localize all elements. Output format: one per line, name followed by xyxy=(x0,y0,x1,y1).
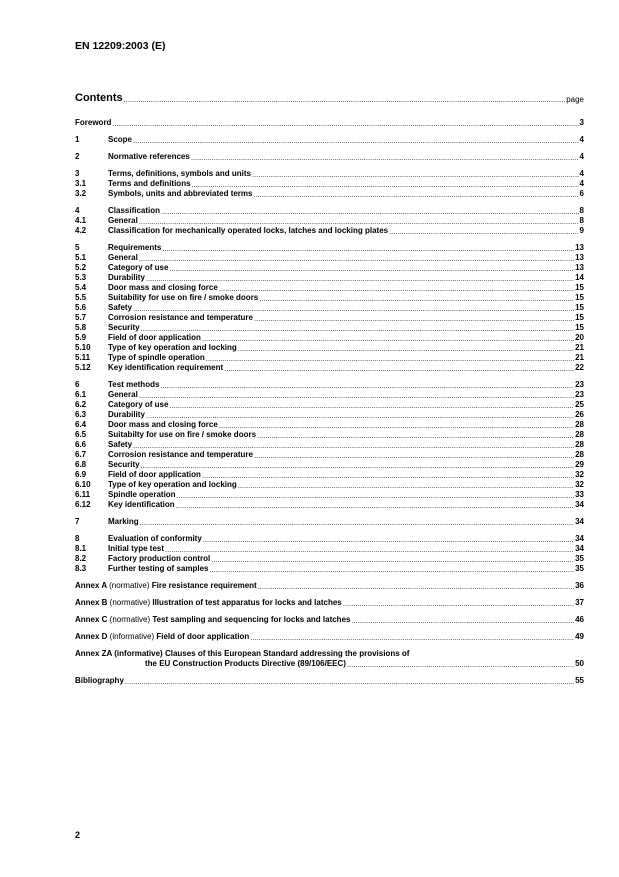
toc-entry-title: Annex ZA (informative) Clauses of this European Standard addressing the provisions of xyxy=(75,649,410,658)
toc-entry[interactable] xyxy=(75,490,584,500)
toc-entry[interactable] xyxy=(75,400,584,410)
toc-entry[interactable] xyxy=(75,226,584,236)
toc-entry-number: 3.2 xyxy=(75,189,87,198)
leader-dots xyxy=(343,600,574,608)
group-spacer xyxy=(75,145,584,152)
toc-entry-page: 28 xyxy=(575,440,584,449)
toc-entry-number: 6.12 xyxy=(75,500,91,509)
toc-entry[interactable] xyxy=(75,293,584,303)
group-spacer xyxy=(75,669,584,676)
toc-entry-title: Terms, definitions, symbols and units xyxy=(108,169,251,178)
toc-entry[interactable] xyxy=(75,598,584,608)
leader-dots xyxy=(139,218,579,226)
toc-entry-title: Type of key operation and locking xyxy=(108,480,237,489)
leader-dots xyxy=(146,275,574,283)
toc-entry-title: Key identification requirement xyxy=(108,363,224,372)
toc-entry-number: 5.12 xyxy=(75,363,91,372)
toc-entry-page: 34 xyxy=(575,544,584,553)
toc-entry[interactable] xyxy=(75,189,584,199)
toc-entry-page: 8 xyxy=(579,206,584,215)
toc-entry-title: Annex C (normative) Test sampling and sequencing for locks and latches xyxy=(75,615,351,624)
toc-entry[interactable] xyxy=(75,460,584,470)
leader-dots xyxy=(124,96,566,104)
toc-entry-number: 6.4 xyxy=(75,420,87,429)
toc-entry-page: 23 xyxy=(575,390,584,399)
table-of-contents xyxy=(75,118,584,686)
toc-entry-title: Field of door application xyxy=(108,470,201,479)
toc-entry-title: Annex B (normative) Illustration of test apparatus for locks and latches xyxy=(75,598,342,607)
toc-entry-page: 4 xyxy=(579,152,584,161)
toc-entry-title: Scope xyxy=(108,135,133,144)
toc-entry[interactable] xyxy=(75,659,584,669)
toc-entry[interactable] xyxy=(75,273,584,283)
toc-entry[interactable] xyxy=(75,263,584,273)
toc-entry-number: 5.3 xyxy=(75,273,87,282)
toc-entry-page: 50 xyxy=(575,659,584,668)
toc-entry-title: Type of spindle operation xyxy=(108,353,205,362)
toc-entry-page: 28 xyxy=(575,420,584,429)
leader-dots xyxy=(209,566,574,574)
toc-entry-page: 35 xyxy=(575,554,584,563)
toc-entry[interactable] xyxy=(75,615,584,625)
toc-entry-number: 4.2 xyxy=(75,226,87,235)
toc-entry-number: 5.10 xyxy=(75,343,91,352)
leader-dots xyxy=(203,536,574,544)
toc-entry[interactable] xyxy=(75,500,584,510)
toc-entry-number: 5.8 xyxy=(75,323,87,332)
toc-entry-title: Evaluation of conformity xyxy=(108,534,202,543)
toc-entry-number: 8.2 xyxy=(75,554,87,563)
toc-entry-title: Security xyxy=(108,460,140,469)
group-spacer xyxy=(75,236,584,243)
toc-entry-title: Bibliography xyxy=(75,676,124,685)
toc-entry-number: 6.7 xyxy=(75,450,87,459)
toc-entry-number: 6.6 xyxy=(75,440,87,449)
toc-entry[interactable] xyxy=(75,323,584,333)
toc-entry[interactable] xyxy=(75,430,584,440)
toc-entry-page: 14 xyxy=(575,273,584,282)
leader-dots xyxy=(161,208,579,216)
leader-dots xyxy=(112,120,578,128)
toc-entry-page: 29 xyxy=(575,460,584,469)
toc-entry[interactable] xyxy=(75,632,584,642)
toc-entry-number: 6.9 xyxy=(75,470,87,479)
toc-entry-title: Test methods xyxy=(108,380,160,389)
group-spacer xyxy=(75,510,584,517)
toc-entry-number: 4.1 xyxy=(75,216,87,225)
toc-entry-title: General xyxy=(108,216,138,225)
toc-entry[interactable] xyxy=(75,544,584,554)
toc-entry-title: Type of key operation and locking xyxy=(108,343,237,352)
toc-entry-page: 37 xyxy=(575,598,584,607)
toc-entry-title: Symbols, units and abbreviated terms xyxy=(108,189,253,198)
toc-entry[interactable] xyxy=(75,564,584,574)
toc-entry[interactable] xyxy=(75,390,584,400)
leader-dots xyxy=(165,546,574,554)
annex-kind: (normative) xyxy=(109,615,151,624)
contents-heading xyxy=(75,90,584,104)
toc-entry-title: Terms and definitions xyxy=(108,179,191,188)
toc-entry-number: 6.5 xyxy=(75,430,87,439)
toc-entry[interactable] xyxy=(75,313,584,323)
toc-entry-page: 28 xyxy=(575,430,584,439)
document-header: EN 12209:2003 (E) xyxy=(75,40,166,52)
leader-dots xyxy=(252,171,579,179)
toc-entry-page: 15 xyxy=(575,283,584,292)
toc-entry-number: 5.4 xyxy=(75,283,87,292)
leader-dots xyxy=(202,335,574,343)
toc-entry-title: Durability xyxy=(108,273,145,282)
toc-entry-page: 25 xyxy=(575,400,584,409)
toc-entry-title: Category of use xyxy=(108,400,169,409)
leader-dots xyxy=(258,583,574,591)
toc-entry[interactable] xyxy=(75,135,584,145)
group-spacer xyxy=(75,574,584,581)
leader-dots xyxy=(250,634,574,642)
leader-dots xyxy=(141,462,575,470)
group-spacer xyxy=(75,373,584,380)
toc-entry-line[interactable] xyxy=(75,649,584,659)
toc-entry-title-cont: the EU Construction Products Directive (89/106/EEC) xyxy=(145,659,346,668)
group-spacer xyxy=(75,199,584,206)
group-spacer xyxy=(75,625,584,632)
toc-entry-page: 49 xyxy=(575,632,584,641)
leader-dots xyxy=(146,412,574,420)
toc-entry-title: Key identification xyxy=(108,500,175,509)
toc-entry-title: Corrosion resistance and temperature xyxy=(108,313,253,322)
toc-entry-title: Spindle operation xyxy=(108,490,176,499)
toc-entry-page: 35 xyxy=(575,564,584,573)
toc-entry-page: 6 xyxy=(579,189,584,198)
toc-entry-title: Foreword xyxy=(75,118,112,127)
toc-entry-title: General xyxy=(108,253,138,262)
toc-entry-title: Marking xyxy=(108,517,139,526)
group-spacer xyxy=(75,162,584,169)
toc-entry[interactable] xyxy=(75,353,584,363)
toc-entry[interactable] xyxy=(75,470,584,480)
toc-entry-page: 34 xyxy=(575,534,584,543)
toc-entry-title: Field of door application xyxy=(108,333,201,342)
toc-entry-page: 28 xyxy=(575,450,584,459)
toc-entry-number: 1 xyxy=(75,135,80,144)
toc-entry[interactable] xyxy=(75,118,584,128)
toc-entry-title: Annex A (normative) Fire resistance requirement xyxy=(75,581,257,590)
leader-dots xyxy=(139,392,574,400)
leader-dots xyxy=(191,154,579,162)
leader-dots xyxy=(257,432,574,440)
toc-entry-title: Suitabilty for use on fire / smoke doors xyxy=(108,430,257,439)
group-spacer xyxy=(75,591,584,598)
toc-entry-title: Initial type test xyxy=(108,544,165,553)
toc-entry-page: 9 xyxy=(579,226,584,235)
toc-entry[interactable] xyxy=(75,480,584,490)
toc-entry-page: 32 xyxy=(575,480,584,489)
toc-entry[interactable] xyxy=(75,410,584,420)
leader-dots xyxy=(169,402,574,410)
toc-entry-title: Corrosion resistance and temperature xyxy=(108,450,253,459)
toc-entry-page: 8 xyxy=(579,216,584,225)
toc-entry-page: 3 xyxy=(579,118,584,127)
toc-entry-number: 8.3 xyxy=(75,564,87,573)
leader-dots xyxy=(351,617,574,625)
toc-entry[interactable] xyxy=(75,450,584,460)
toc-entry-title: Door mass and closing force xyxy=(108,283,218,292)
leader-dots xyxy=(202,472,574,480)
leader-dots xyxy=(347,661,574,669)
toc-entry-title: Durability xyxy=(108,410,145,419)
toc-entry-number: 6 xyxy=(75,380,80,389)
leader-dots xyxy=(141,325,575,333)
toc-entry-page: 46 xyxy=(575,615,584,624)
toc-entry-page: 4 xyxy=(579,179,584,188)
page-column-label: page xyxy=(566,95,584,104)
leader-dots xyxy=(133,305,574,313)
toc-entry-page: 26 xyxy=(575,410,584,419)
toc-entry[interactable] xyxy=(75,243,584,253)
toc-entry-title: Classification xyxy=(108,206,161,215)
toc-entry-title: Category of use xyxy=(108,263,169,272)
toc-entry-page: 34 xyxy=(575,517,584,526)
leader-dots xyxy=(176,502,574,510)
toc-entry[interactable] xyxy=(75,380,584,390)
leader-dots xyxy=(259,295,574,303)
toc-entry-page: 4 xyxy=(579,135,584,144)
toc-entry-number: 6.11 xyxy=(75,490,91,499)
toc-entry-page: 15 xyxy=(575,313,584,322)
toc-entry-title: Normative references xyxy=(108,152,190,161)
toc-entry-page: 22 xyxy=(575,363,584,372)
toc-entry-number: 5.11 xyxy=(75,353,91,362)
leader-dots xyxy=(139,255,574,263)
toc-entry-page: 55 xyxy=(575,676,584,685)
leader-dots xyxy=(211,556,574,564)
leader-dots xyxy=(169,265,574,273)
toc-entry-number: 2 xyxy=(75,152,80,161)
toc-entry-number: 3.1 xyxy=(75,179,87,188)
leader-dots xyxy=(160,382,574,390)
annex-kind: (normative) xyxy=(109,598,151,607)
toc-entry-page: 4 xyxy=(579,169,584,178)
toc-entry-number: 5.1 xyxy=(75,253,87,262)
toc-entry-page: 21 xyxy=(575,343,584,352)
group-spacer xyxy=(75,608,584,615)
leader-dots xyxy=(133,137,579,145)
toc-entry-page: 36 xyxy=(575,581,584,590)
toc-entry-title: General xyxy=(108,390,138,399)
toc-entry[interactable] xyxy=(75,206,584,216)
leader-dots xyxy=(206,355,574,363)
leader-dots xyxy=(389,228,578,236)
toc-entry[interactable] xyxy=(75,581,584,591)
leader-dots xyxy=(224,365,574,373)
group-spacer xyxy=(75,128,584,135)
toc-entry-page: 32 xyxy=(575,470,584,479)
page-number: 2 xyxy=(75,830,81,840)
annex-kind: (normative) xyxy=(109,581,150,590)
toc-entry-page: 13 xyxy=(575,253,584,262)
toc-entry-number: 5.7 xyxy=(75,313,87,322)
leader-dots xyxy=(177,492,575,500)
toc-entry[interactable] xyxy=(75,420,584,430)
leader-dots xyxy=(254,452,574,460)
toc-entry-page: 34 xyxy=(575,500,584,509)
toc-entry-number: 8.1 xyxy=(75,544,87,553)
toc-entry-title: Annex D (informative) Field of door application xyxy=(75,632,250,641)
toc-entry[interactable] xyxy=(75,363,584,373)
leader-dots xyxy=(238,345,574,353)
toc-entry[interactable] xyxy=(75,152,584,162)
toc-entry-number: 6.2 xyxy=(75,400,87,409)
toc-entry-title: Further testing of samples xyxy=(108,564,209,573)
toc-entry-number: 6.3 xyxy=(75,410,87,419)
toc-entry-title: Classification for mechanically operated locks, latches and locking plates xyxy=(108,226,389,235)
toc-entry-number: 7 xyxy=(75,517,80,526)
toc-entry-title: Requirements xyxy=(108,243,162,252)
leader-dots xyxy=(140,519,574,527)
toc-entry-number: 3 xyxy=(75,169,80,178)
toc-entry[interactable] xyxy=(75,303,584,313)
group-spacer xyxy=(75,642,584,649)
toc-entry-page: 20 xyxy=(575,333,584,342)
toc-entry-number: 5.2 xyxy=(75,263,87,272)
toc-entry-page: 21 xyxy=(575,353,584,362)
toc-entry[interactable] xyxy=(75,554,584,564)
toc-entry[interactable] xyxy=(75,283,584,293)
leader-dots xyxy=(238,482,574,490)
toc-entry[interactable] xyxy=(75,440,584,450)
toc-entry-number: 5.5 xyxy=(75,293,87,302)
annex-kind: (informative) xyxy=(114,649,163,658)
toc-entry-title: Safety xyxy=(108,303,133,312)
annex-kind: (informative) xyxy=(109,632,155,641)
contents-title: Contents xyxy=(75,92,123,104)
leader-dots xyxy=(125,678,574,686)
leader-dots xyxy=(219,285,574,293)
toc-entry-number: 6.1 xyxy=(75,390,87,399)
toc-entry[interactable] xyxy=(75,216,584,226)
leader-dots xyxy=(219,422,574,430)
toc-entry-title: Door mass and closing force xyxy=(108,420,218,429)
toc-entry-title: Suitability for use on fire / smoke doors xyxy=(108,293,259,302)
toc-entry-title: Factory production control xyxy=(108,554,211,563)
toc-entry-number: 8 xyxy=(75,534,80,543)
leader-dots xyxy=(162,245,574,253)
leader-dots xyxy=(133,442,574,450)
toc-entry[interactable] xyxy=(75,343,584,353)
leader-dots xyxy=(192,181,579,189)
toc-entry-page: 15 xyxy=(575,293,584,302)
toc-entry-number: 6.8 xyxy=(75,460,87,469)
toc-entry-number: 5 xyxy=(75,243,80,252)
toc-entry[interactable] xyxy=(75,333,584,343)
toc-entry-page: 13 xyxy=(575,263,584,272)
toc-entry-page: 15 xyxy=(575,323,584,332)
toc-entry-title: Security xyxy=(108,323,140,332)
toc-entry[interactable] xyxy=(75,179,584,189)
toc-entry[interactable] xyxy=(75,517,584,527)
toc-entry-page: 33 xyxy=(575,490,584,499)
toc-entry-title: Safety xyxy=(108,440,133,449)
leader-dots xyxy=(253,191,578,199)
toc-entry-page: 15 xyxy=(575,303,584,312)
toc-entry[interactable] xyxy=(75,534,584,544)
toc-entry[interactable] xyxy=(75,169,584,179)
group-spacer xyxy=(75,527,584,534)
toc-entry-number: 5.6 xyxy=(75,303,87,312)
toc-entry-page: 13 xyxy=(575,243,584,252)
leader-dots xyxy=(254,315,574,323)
toc-entry[interactable] xyxy=(75,253,584,263)
toc-entry[interactable] xyxy=(75,676,584,686)
toc-entry-page: 23 xyxy=(575,380,584,389)
toc-entry-number: 5.9 xyxy=(75,333,87,342)
toc-entry-number: 6.10 xyxy=(75,480,91,489)
toc-entry-number: 4 xyxy=(75,206,80,215)
